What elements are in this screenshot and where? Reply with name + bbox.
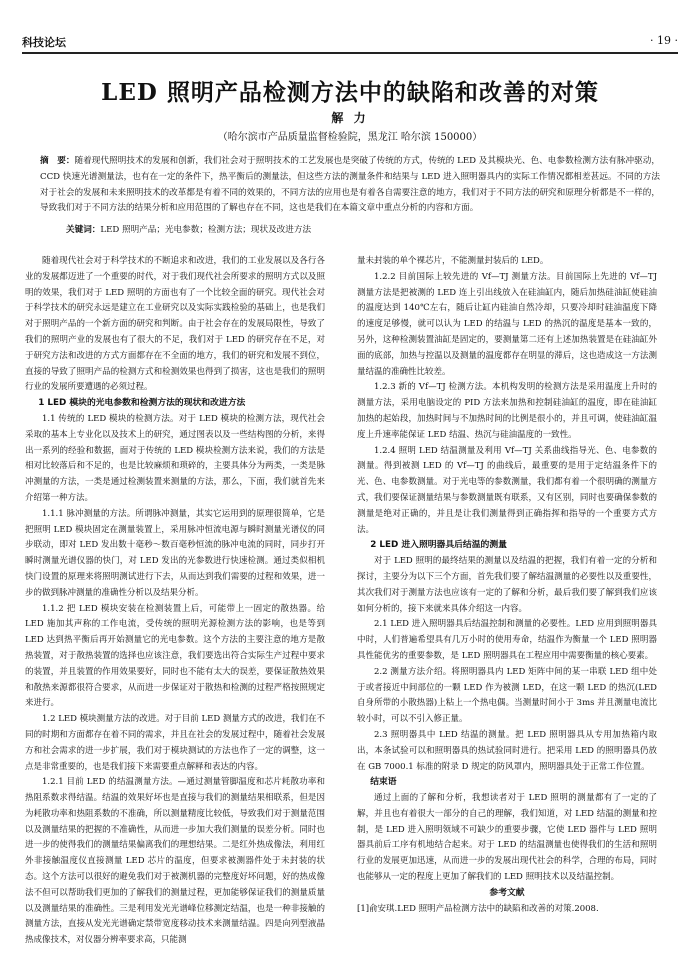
body-paragraph: 1.1 传统的 LED 模块的检测方法。对于 LED 模块的检测方法，现代社会采取的基本上专业化以及技术上的研究，通过图表以及一些结构图的分析，来得出一系列的经验和数据，面对于传统的 LED 模块检测方法来说，我们的方法是相对比较落后和不足的，也是比较麻烦和琐碎的，主要具体分为两类，一类是脉冲测量的方法，一类是通过检测装置来测量的方法，那么，下面，我们就首先来介绍第一种方法。 <box>25 413 325 503</box>
section-heading: 1 LED 模块的光电参数和检测方法的现状和改进方法 <box>38 398 246 409</box>
section-heading: 结束语 <box>370 777 397 788</box>
author-name: 解 力 <box>331 111 369 125</box>
abstract <box>40 154 660 217</box>
body-paragraph: 对于 LED 照明的最终结果的测量以及结温的把握，我们有着一定的分析和探讨，主要分为以下三个方面，首先我们要了解结温测量的必要性以及重要性，其次我们对于测量方法也应该有一定的了解和分析，最后我们要了解到我们应该如何分析的，接下来就来具体介绍这一内容。 <box>357 556 657 614</box>
journal-name: 科技论坛 <box>22 36 66 49</box>
body-paragraph: 1.2.1 目前 LED 的结温测量方法。—通过测量管脚温度和芯片耗散功率和热阻系数求得结温。结温的效果好坏也是直接与我们的测量结果相联系，但是因为耗散功率和热阻系数的不准确，所以测量精度比较低，导致我们对于测量范围以及测量结果的把握的不准确性，从而进一步加大我们测量的误差分析。同时也进一步的使得我们的测量结果偏离我们的理想结果。二是红外热成像法，利用红外非接触温度仪直接测量 LED 芯片的温度，但要求被测器件处于未封装的状态。这个方法可以很好的避免我们对于被测机器的完整度好坏问题，好的热成像法不但可以帮助我们更加的了解我们的测量过程，更加能够保证我们的测量质量以及测量结果的准确性。三是利用发光光谱峰位移测定结温，也是一种非接触的测量方法，直接从发光光谱确定禁带宽度移动技术来测量结温。四是向列型液晶热成像技术，对仪器分辨率要求高，只能测 <box>25 777 325 946</box>
abstract-text: 随着现代照明技术的发展和创新，我们社会对于照明技术的工艺发展也是突破了传统的方式，传统的 LED 及其模块光、色、电参数检测方法有脉冲驱动，CCD 快速光谱测量法，也有在一定的条件下，热平衡后的测量法，但这些方法的测量条件和结果与 LED 进入照明器具内的实际工作情况都相差甚远。不同的方法对于社会的发展和未来照明技术的改革都是有着不同的效果的，不同方法的应用也是有着各自需要注意的地方，我们对于不同方法的研究和原理分析都是不一样的，导致我们对于不同方法的结果分析和应用范围的了解也存在不同，这也是我们在本篇文章中重点分析的内容和方面。 <box>40 156 660 214</box>
reference-item: [1]俞安琪.LED 照明产品检测方法中的缺陷和改善的对策.2008. <box>357 903 599 914</box>
body-paragraph: 2.3 照明器具中 LED 结温的测量。把 LED 照明器具从专用加热箱内取出，本条试验可以和照明器具的热试验同时进行。把采用 LED 的照明器具仍放在 GB 7000.1 标准的附录 D 规定的防风罩内，照明器具处于正常工作位置。 <box>357 729 657 772</box>
body-paragraph: 随着现代社会对于科学技术的不断追求和改进，我们的工业发展以及各行各业的发展都迈进了一个重要的时代，对于我们现代社会所要求的照明方式以及照明的效果，我们对于 LED 照明的方面也有了一个比较全面的研究。现代社会对于科学技术的研究永远是建立在工业研究以及实际实践检验的基础上，也是我们对于照明产品的一个新方面的研究和判断。由于社会存在的发展局限性，导致了我们的照明产业的发展也有了很大的不足，我们对于 LED 的研究存在不足，对于研究方法和改进的方式方面都存在不全面的地方，我们的研究和发展不到位，直接的导致了照明产品的检测方式和检测效果也得到了损害，这也是我们的照明行业的发展所要遭遇的必须过程。 <box>25 256 325 393</box>
body-paragraph: 1.2.2 目前国际上较先进的 Vf—TJ 测量方法。目前国际上先进的 Vf—TJ 测量方法是把被测的 LED 连上引出线放入在硅油缸内，随后加热硅油缸使硅油的温度达到 140℃左右，随后让缸内硅油自然冷却，只要冷却时硅油温度下降的速度足够慢，就可以认为 LED 的结温与 LED 的热沉的温度是基本一致的，另外，这种检测装置油缸是固定的，要测量第二还有上述加热装置是在硅油缸外面的底部，加热与控温以及测量的温度都存在明显的滞后，这也造成这一方法测量结温的准确性比较差。 <box>357 271 657 377</box>
body-column-right <box>357 254 657 917</box>
body-paragraph: 2.2 测量方法介绍。将照明器具内 LED 矩阵中间的某一串联 LED 组中处于或者接近中间部位的一颗 LED 作为被测 LED，在这一颗 LED 的热沉(LED 自身所带的小散热器)上粘上一个热电偶。当测量时间小于 3ms 并且测量电流比较小时，可以不引入修正量。 <box>357 666 657 725</box>
body-paragraph: 2.1 LED 进入照明器具后结温控制和测量的必要性。LED 应用到照明器具中时，人们普遍希望具有几万小时的使用寿命，结温作为衡量一个 LED 照明器具性能优劣的重要参数，是 LED 照明器具在工程应用中需要衡量的核心要素。 <box>357 619 657 661</box>
body-paragraph: 1.2 LED 模块测量方法的改进。对于目前 LED 测量方式的改进，我们在不同的时期和方面都存在着不同的需求，并且在社会的发展过程中，随着社会发展方和社会需求的进一步扩展，我们对于模块测试的方法也作了一定的调整，这一点是非常重要的，也是我们接下来需要重点解释和表达的内容。 <box>25 714 325 772</box>
body-paragraph: 通过上面的了解和分析，我想读者对于 LED 照明的测量都有了一定的了解，并且也有着很大一部分的自己的理解，我们知道，对 LED 结温的测量和控制，是 LED 进入照明领域不可缺少的重要步骤，它使 LED 器件与 LED 照明器具前后工序有机地结合起来。对于 LED 的结温测量也使得我们的生活和照明行业的发展更加迅速，从而进一步的发展出现代社会的科学，合理的布局，同时也能够从一定的程度上更加了解我们的 LED 照明技术以及结温控制。 <box>357 793 657 883</box>
body-paragraph: 1.1.1 脉冲测量的方法。所谓脉冲测量，其实它运用到的原理很简单，它是把照明 LED 模块固定在测量装置上，采用脉冲恒流电源与瞬时测量光谱仪的同步联动，即对 LED 发出数十毫秒～数百毫秒恒流的脉冲电流的同时，同步打开瞬时测量光谱仪器的快门，对 LED 发出的光参数进行快速检测。通过类似相机快门设置的原理来将照明测试进行下去，从而达到我们需要的过程和效果，进一步的做到脉冲测量的准确性分析以及结果分析。 <box>25 508 325 598</box>
body-paragraph: 量未封装的单个裸芯片，不能测量封装后的 LED。 <box>357 256 549 266</box>
body-paragraph: 1.1.2 把 LED 模块安装在检测装置上后，可能带上一固定的散热器。给 LED 施加其声称的工作电流，受传统的照明光源检测方法的影响，也是等到 LED 达到热平衡后再开始测量它的光电参数。这个方法的主要注意的地方是散热装置，对于散热装置的选择也应该注意，我们要选出符合实际生产过程中要求的装置，并且装置的作用效果要好，同时也不能有太大的误差，要保证散热效果和散热来源都很符合要求，从而进一步保证对于散热和检测的过程严格按照规定来进行。 <box>25 603 325 709</box>
running-header <box>22 30 678 54</box>
section-heading: 2 LED 进入照明器具后结温的测量 <box>370 540 507 551</box>
keywords-text: LED 照明产品；光电参数；检测方法；现状及改进方法 <box>100 225 312 235</box>
page-number: · 19 · <box>650 34 678 47</box>
body-column-left <box>25 254 325 949</box>
section-heading: 参考文献 <box>489 887 525 898</box>
author-affiliation: （哈尔滨市产品质量监督检验院，黑龙江 哈尔滨 150000） <box>217 132 483 143</box>
keywords-label: 关键词： <box>66 225 101 235</box>
keywords <box>66 223 660 235</box>
body-paragraph: 1.2.3 新的 Vf—TJ 检测方法。本机构发明的检测方法是采用温度上升时的测量方法，采用电脑设定的 PID 方法来加热和控制硅油缸的温度，即在硅油缸加热的起始段，加热时间与不加热时间的比例是很小的，并且可调，使硅油缸温度上升速率能保证 LED 结温、热沉与硅油温度的一致性。 <box>357 382 657 440</box>
article-title: LED 照明产品检测方法中的缺陷和改善的对策 <box>101 79 599 106</box>
abstract-label: 摘 要： <box>40 156 75 166</box>
body-paragraph: 1.2.4 照明 LED 结温测量及利用 Vf—TJ 关系曲线指导光、色、电参数的测量。得到被测 LED 的 Vf—TJ 的曲线后，最重要的是用于定结温条件下的光、色、电参数测量。对于光电等的参数测量，我们都有着一个很明确的测量方式，我们要保证测量结果与参数测量既有联系，又有区别，同时也要确保参数的测量是绝对正确的，并且是让我们测量得到正确指挥和指导的一个重要方式方法。 <box>357 445 657 535</box>
